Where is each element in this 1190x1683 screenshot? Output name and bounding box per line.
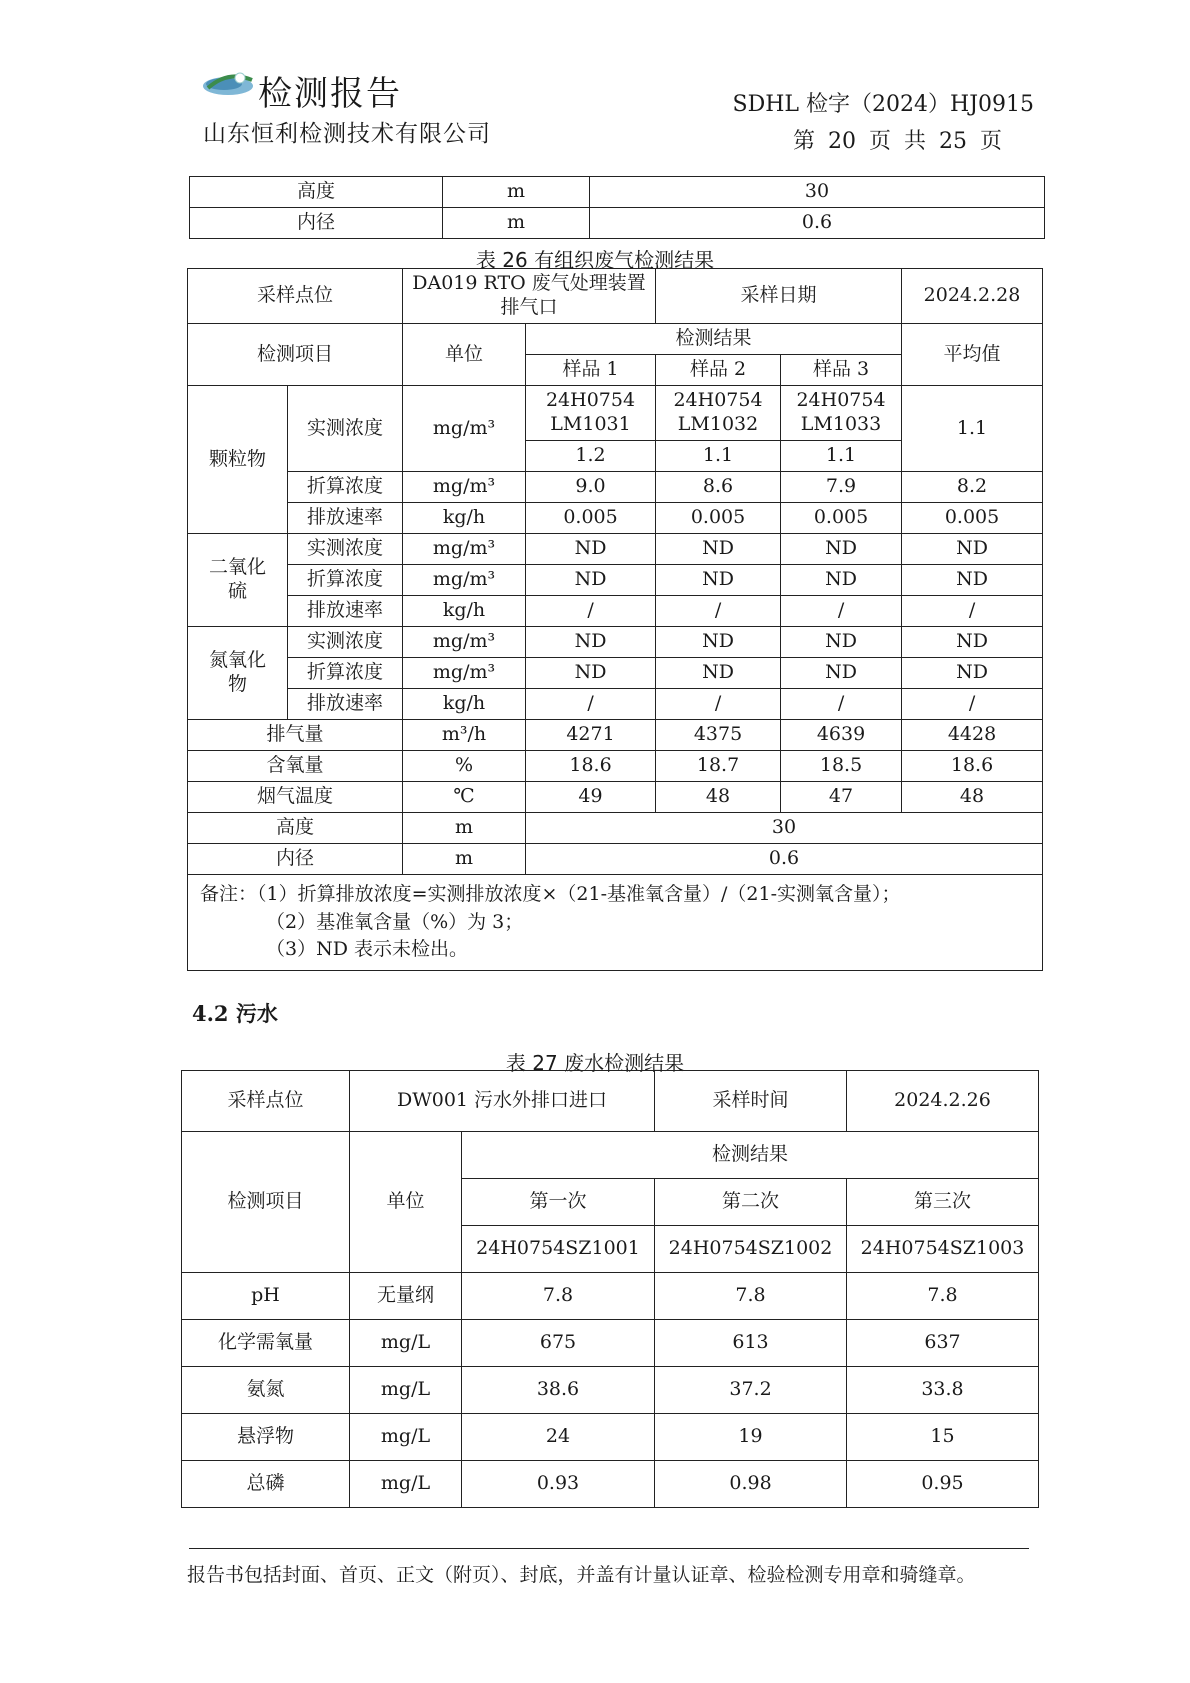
value-cell: 8.6 xyxy=(656,472,781,503)
table-notes xyxy=(188,875,1043,971)
table-row xyxy=(182,1320,1039,1367)
measured-label: 实测浓度 xyxy=(288,386,403,472)
average-cell: 1.1 xyxy=(902,386,1043,472)
third-header: 第三次 xyxy=(847,1179,1039,1226)
converted-label: 折算浓度 xyxy=(288,658,403,689)
converted-label: 折算浓度 xyxy=(288,565,403,596)
sample-code-2: 24H0754 LM1032 xyxy=(656,386,781,441)
cell: 高度 xyxy=(190,177,443,208)
rate-label: 排放速率 xyxy=(288,503,403,534)
average-cell: ND xyxy=(902,627,1043,658)
temperature-label: 烟气温度 xyxy=(188,782,403,813)
unit-cell: mg/L xyxy=(350,1367,462,1414)
table-27-caption: 表 27 废水检测结果 xyxy=(505,1051,685,1075)
converted-label: 折算浓度 xyxy=(288,472,403,503)
average-cell: ND xyxy=(902,565,1043,596)
value-cell: ND xyxy=(656,627,781,658)
value-cell: 7.9 xyxy=(781,472,902,503)
rate-label: 排放速率 xyxy=(288,689,403,720)
oxygen-label: 含氧量 xyxy=(188,751,403,782)
table-row xyxy=(190,208,1045,239)
value-cell: ND xyxy=(781,627,902,658)
footer-note: 报告书包括封面、首页、正文（附页）、封底，并盖有计量认证章、检验检测专用章和骑缝章。 xyxy=(187,1564,976,1586)
average-header: 平均值 xyxy=(902,324,1043,386)
table-row xyxy=(182,1414,1039,1461)
unit-cell: m³/h xyxy=(403,720,526,751)
result-header: 检测结果 xyxy=(462,1132,1039,1179)
value-cell: / xyxy=(526,689,656,720)
value-cell: / xyxy=(656,689,781,720)
sample-3-header: 样品 3 xyxy=(781,355,902,386)
average-cell: / xyxy=(902,596,1043,627)
unit-cell: ℃ xyxy=(403,782,526,813)
sampling-date-label: 采样日期 xyxy=(656,269,902,324)
measured-label: 实测浓度 xyxy=(288,627,403,658)
value-cell: ND xyxy=(656,565,781,596)
unit-cell: kg/h xyxy=(403,596,526,627)
item-cell: pH xyxy=(182,1273,350,1320)
value-cell: ND xyxy=(781,565,902,596)
nox-label: 氮氧化物 xyxy=(188,627,288,720)
unit-cell: kg/h xyxy=(403,503,526,534)
value-cell: ND xyxy=(781,534,902,565)
average-cell: ND xyxy=(902,658,1043,689)
result-header: 检测结果 xyxy=(526,324,902,355)
report-number: SDHL 检字（2024）HJ0915 xyxy=(732,92,1034,117)
sample-2-header: 样品 2 xyxy=(656,355,781,386)
unit-cell: mg/m³ xyxy=(403,658,526,689)
value-cell: 49 xyxy=(526,782,656,813)
page-number: 第 20 页 共 25 页 xyxy=(793,129,1002,154)
value-cell: 0.005 xyxy=(656,503,781,534)
value-cell: 15 xyxy=(847,1414,1039,1461)
value-cell: ND xyxy=(526,658,656,689)
item-cell: 总磷 xyxy=(182,1461,350,1508)
unit-cell: 无量纲 xyxy=(350,1273,462,1320)
unit-cell: m xyxy=(403,844,526,875)
value-cell: 0.93 xyxy=(462,1461,655,1508)
particulate-label: 颗粒物 xyxy=(188,386,288,534)
diameter-value: 0.6 xyxy=(526,844,1043,875)
value-cell: ND xyxy=(526,627,656,658)
value-cell: / xyxy=(656,596,781,627)
note-3: （3）ND 表示未检出。 xyxy=(266,938,468,961)
value-cell: 33.8 xyxy=(847,1367,1039,1414)
second-header: 第二次 xyxy=(655,1179,847,1226)
sample-code-3: 24H0754 LM1033 xyxy=(781,386,902,441)
value-cell: 38.6 xyxy=(462,1367,655,1414)
sampling-point-label: 采样点位 xyxy=(182,1071,350,1132)
unit-cell: m xyxy=(403,813,526,844)
company-name: 山东恒利检测技术有限公司 xyxy=(203,121,491,147)
table-26-caption: 表 26 有组织废气检测结果 xyxy=(475,248,715,272)
value-cell: 9.0 xyxy=(526,472,656,503)
average-cell: 0.005 xyxy=(902,503,1043,534)
value-cell: 18.5 xyxy=(781,751,902,782)
rate-label: 排放速率 xyxy=(288,596,403,627)
value-cell: 1.1 xyxy=(656,441,781,472)
value-cell: ND xyxy=(656,658,781,689)
value-cell: 0.005 xyxy=(781,503,902,534)
value-cell: 19 xyxy=(655,1414,847,1461)
sampling-time: 2024.2.26 xyxy=(847,1071,1039,1132)
unit-cell: % xyxy=(403,751,526,782)
value-cell: 1.1 xyxy=(781,441,902,472)
footer-divider xyxy=(189,1548,1029,1549)
cell: 30 xyxy=(590,177,1045,208)
sampling-time-label: 采样时间 xyxy=(655,1071,847,1132)
item-cell: 氨氮 xyxy=(182,1367,350,1414)
value-cell: 0.005 xyxy=(526,503,656,534)
note-2: （2）基准氧含量（%）为 3； xyxy=(266,910,524,933)
sampling-point: DA019 RTO 废气处理装置排气口 xyxy=(403,269,656,324)
cell: 内径 xyxy=(190,208,443,239)
first-header: 第一次 xyxy=(462,1179,655,1226)
table-row xyxy=(182,1461,1039,1508)
value-cell: 613 xyxy=(655,1320,847,1367)
table-26 xyxy=(187,268,1043,971)
section-title: 4.2 污水 xyxy=(192,1001,278,1026)
cell: m xyxy=(443,208,590,239)
height-label: 高度 xyxy=(188,813,403,844)
value-cell: 24 xyxy=(462,1414,655,1461)
unit-cell: mg/m³ xyxy=(403,627,526,658)
flow-label: 排气量 xyxy=(188,720,403,751)
value-cell: ND xyxy=(781,658,902,689)
value-cell: 7.8 xyxy=(655,1273,847,1320)
sample-code-2: 24H0754SZ1002 xyxy=(655,1226,847,1273)
sampling-point-label: 采样点位 xyxy=(188,269,403,324)
value-cell: 637 xyxy=(847,1320,1039,1367)
value-cell: 37.2 xyxy=(655,1367,847,1414)
average-cell: 4428 xyxy=(902,720,1043,751)
so2-label: 二氧化硫 xyxy=(188,534,288,627)
average-cell: / xyxy=(902,689,1043,720)
average-cell: 48 xyxy=(902,782,1043,813)
continued-table xyxy=(189,176,1045,239)
note-1: 备注：（1）折算排放浓度=实测排放浓度×（21-基准氧含量）/（21-实测氧含量）； xyxy=(200,883,901,905)
document-title: 检测报告 xyxy=(258,74,402,114)
unit-cell: kg/h xyxy=(403,689,526,720)
unit-cell: mg/m³ xyxy=(403,472,526,503)
table-row xyxy=(190,177,1045,208)
height-value: 30 xyxy=(526,813,1043,844)
unit-cell: mg/L xyxy=(350,1414,462,1461)
measured-label: 实测浓度 xyxy=(288,534,403,565)
sampling-date: 2024.2.28 xyxy=(902,269,1043,324)
unit-cell: mg/m³ xyxy=(403,565,526,596)
value-cell: 47 xyxy=(781,782,902,813)
value-cell: 0.95 xyxy=(847,1461,1039,1508)
cell: 0.6 xyxy=(590,208,1045,239)
sample-code-1: 24H0754 LM1031 xyxy=(526,386,656,441)
value-cell: / xyxy=(526,596,656,627)
unit-header: 单位 xyxy=(403,324,526,386)
sample-code-3: 24H0754SZ1003 xyxy=(847,1226,1039,1273)
table-27 xyxy=(181,1070,1039,1508)
value-cell: ND xyxy=(656,534,781,565)
value-cell: 4271 xyxy=(526,720,656,751)
company-logo-icon xyxy=(202,66,258,100)
unit-cell: mg/m³ xyxy=(403,386,526,472)
cell: m xyxy=(443,177,590,208)
value-cell: 4375 xyxy=(656,720,781,751)
value-cell: ND xyxy=(526,534,656,565)
value-cell: 7.8 xyxy=(462,1273,655,1320)
table-row xyxy=(182,1273,1039,1320)
unit-header: 单位 xyxy=(350,1132,462,1273)
sample-code-1: 24H0754SZ1001 xyxy=(462,1226,655,1273)
value-cell: 675 xyxy=(462,1320,655,1367)
sampling-point: DW001 污水外排口进口 xyxy=(350,1071,655,1132)
table-row xyxy=(182,1367,1039,1414)
average-cell: 18.6 xyxy=(902,751,1043,782)
average-cell: ND xyxy=(902,534,1043,565)
value-cell: 18.7 xyxy=(656,751,781,782)
item-cell: 化学需氧量 xyxy=(182,1320,350,1367)
item-cell: 悬浮物 xyxy=(182,1414,350,1461)
value-cell: / xyxy=(781,596,902,627)
value-cell: 0.98 xyxy=(655,1461,847,1508)
sample-1-header: 样品 1 xyxy=(526,355,656,386)
average-cell: 8.2 xyxy=(902,472,1043,503)
value-cell: 48 xyxy=(656,782,781,813)
value-cell: 4639 xyxy=(781,720,902,751)
item-header: 检测项目 xyxy=(182,1132,350,1273)
diameter-label: 内径 xyxy=(188,844,403,875)
value-cell: 7.8 xyxy=(847,1273,1039,1320)
value-cell: ND xyxy=(526,565,656,596)
item-header: 检测项目 xyxy=(188,324,403,386)
value-cell: / xyxy=(781,689,902,720)
value-cell: 1.2 xyxy=(526,441,656,472)
unit-cell: mg/m³ xyxy=(403,534,526,565)
value-cell: 18.6 xyxy=(526,751,656,782)
unit-cell: mg/L xyxy=(350,1461,462,1508)
unit-cell: mg/L xyxy=(350,1320,462,1367)
